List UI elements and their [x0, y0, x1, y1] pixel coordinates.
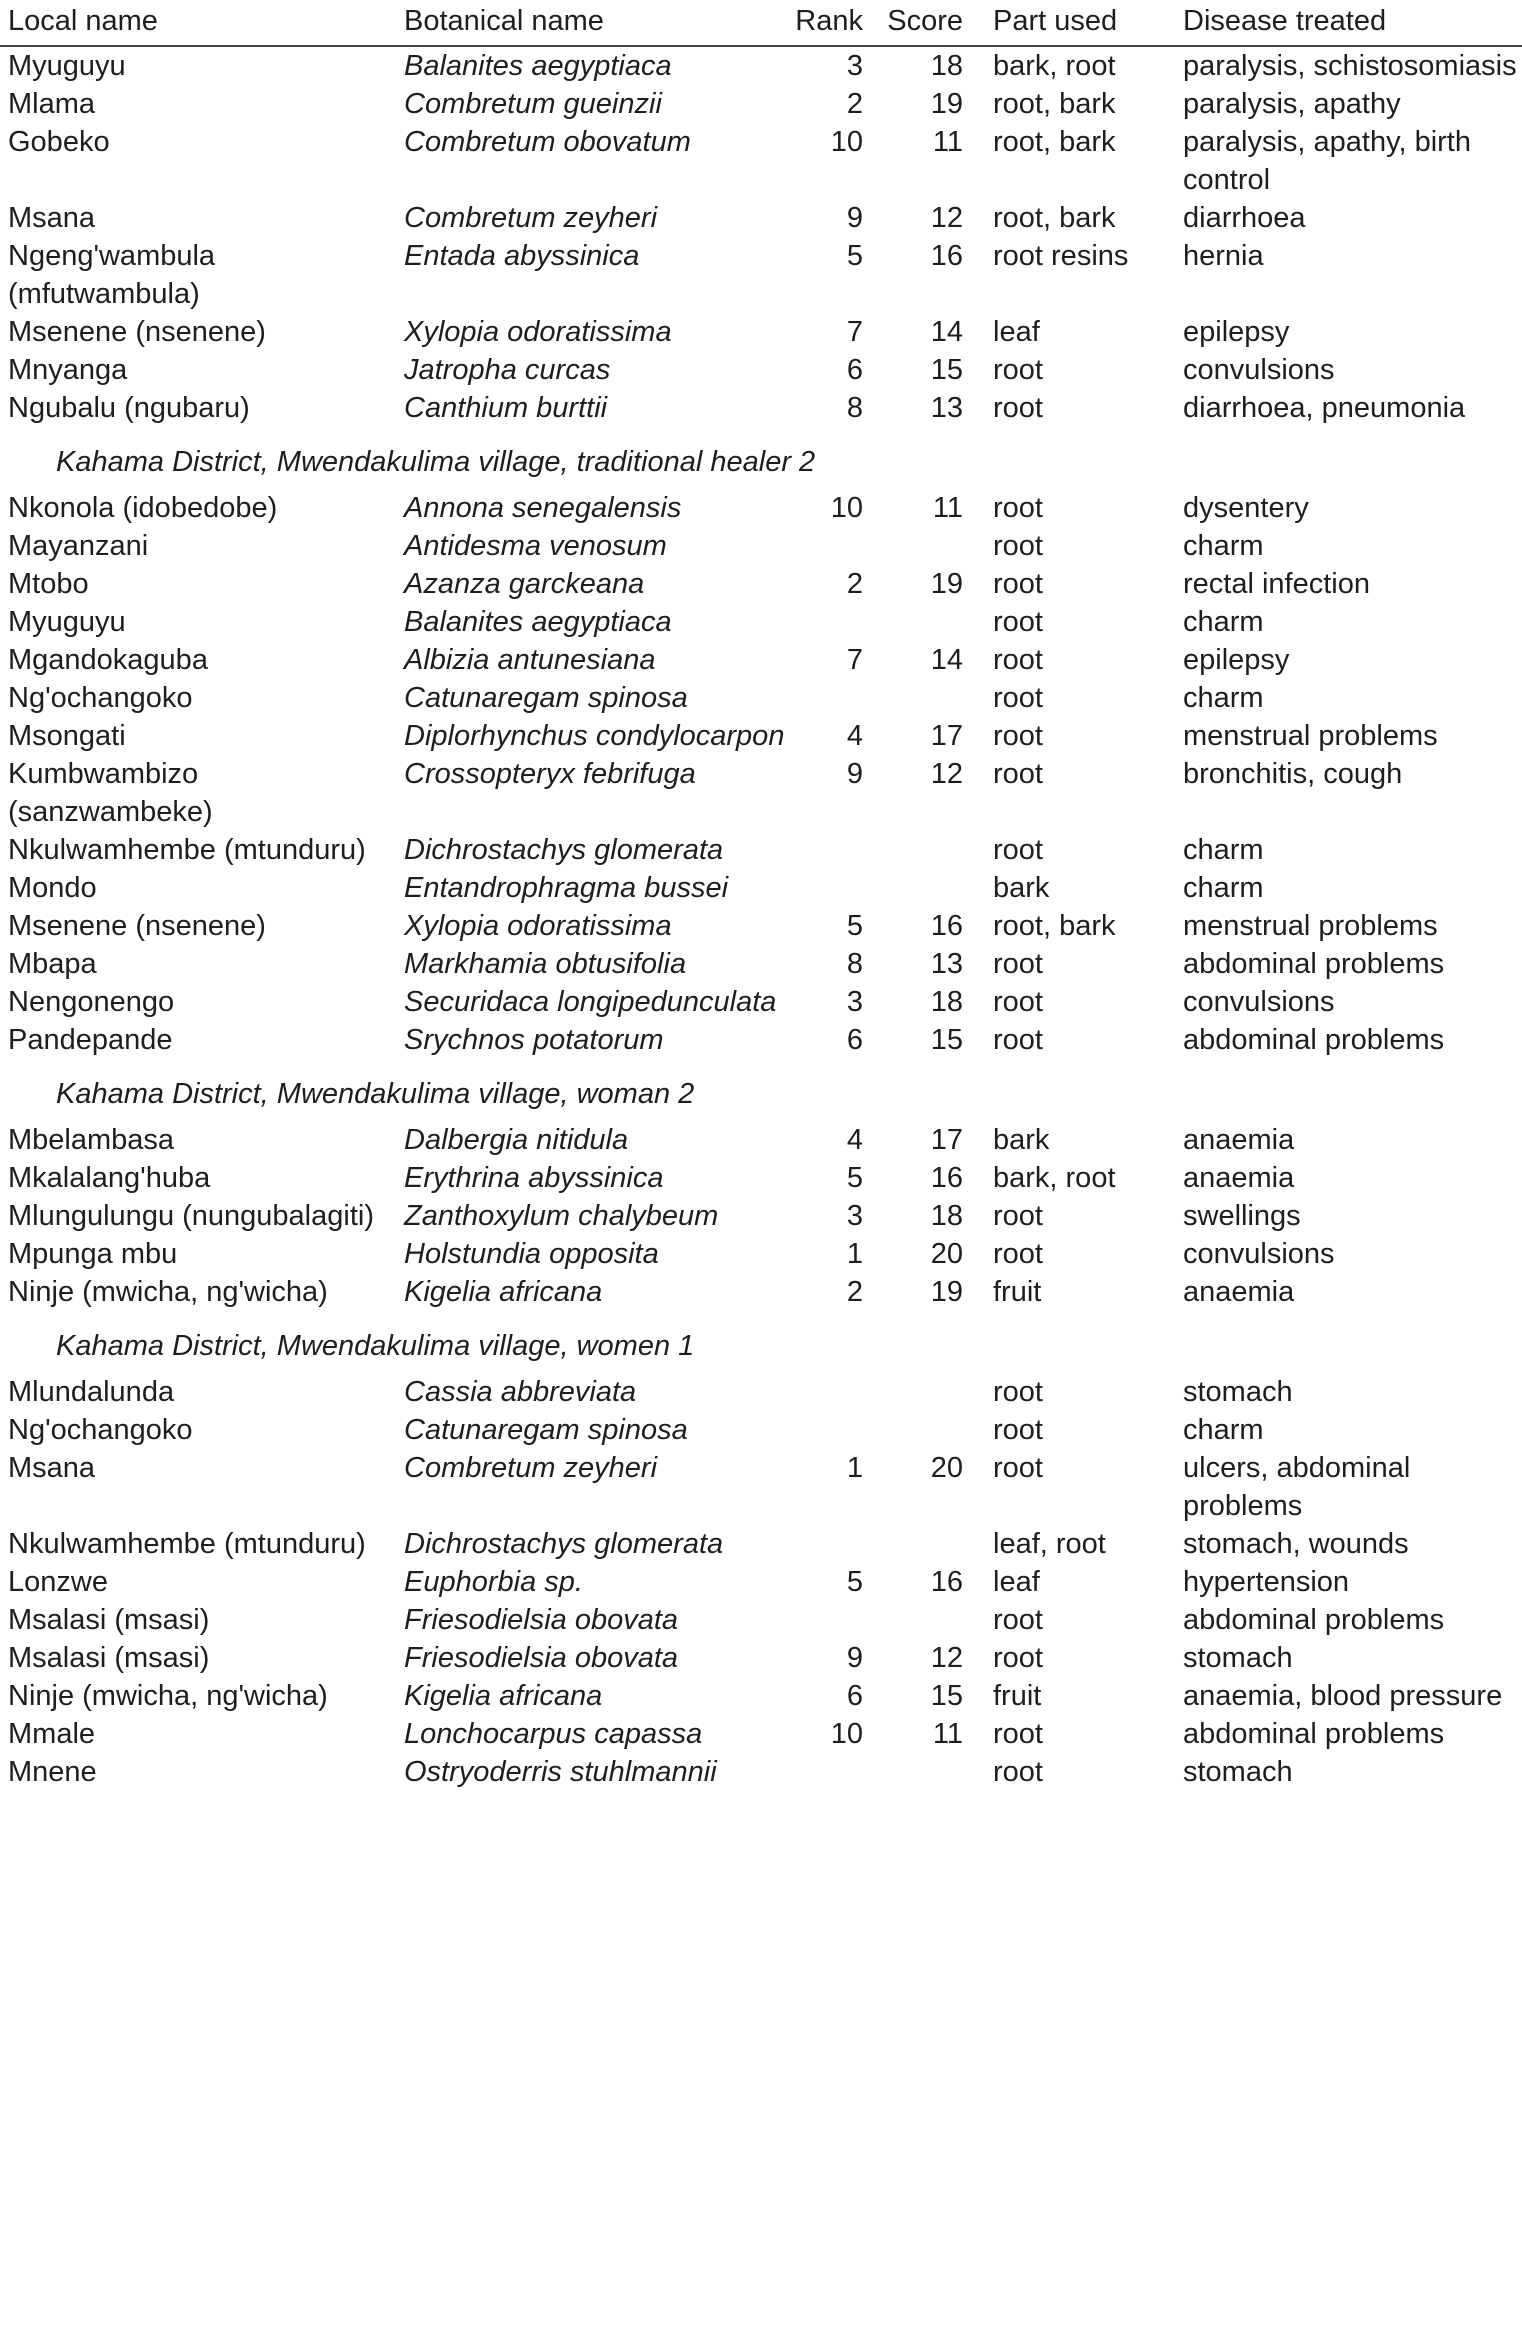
score-cell: 12 — [930, 1642, 963, 1674]
disease-treated-cell: paralysis, apathy, birth control — [1183, 126, 1471, 196]
rank-cell — [786, 527, 881, 565]
part-used-cell: root — [993, 392, 1043, 424]
rank-cell: 10 — [830, 492, 863, 524]
part-used-cell: root — [993, 1756, 1043, 1788]
part-used-cell: root, bark — [993, 910, 1116, 942]
local-name-cell: Ngeng'wambula (mfutwambula) — [8, 240, 216, 310]
section-heading: Kahama District, Mwendakulima village, woman 2 — [56, 1078, 695, 1110]
table-row — [0, 1715, 1522, 1753]
disease-treated-cell: anaemia — [1183, 1124, 1295, 1156]
rank-cell: 5 — [846, 240, 863, 272]
score-cell: 12 — [930, 202, 963, 234]
rank-cell: 1 — [846, 1452, 863, 1484]
score-cell: 15 — [930, 1680, 963, 1712]
rank-cell: 6 — [846, 354, 863, 386]
part-used-cell: root — [993, 948, 1043, 980]
rank-cell: 7 — [846, 316, 863, 348]
rank-cell: 9 — [846, 202, 863, 234]
part-used-cell: root — [993, 606, 1043, 638]
rank-cell — [786, 1601, 881, 1639]
score-cell: 20 — [930, 1452, 963, 1484]
disease-treated-cell: menstrual problems — [1183, 720, 1438, 752]
disease-treated-cell: stomach — [1183, 1756, 1293, 1788]
botanical-name-cell: Ostryoderris stuhlmannii — [404, 1756, 717, 1788]
part-used-cell: fruit — [993, 1680, 1042, 1712]
disease-treated-cell: charm — [1183, 872, 1264, 904]
score-cell: 16 — [930, 910, 963, 942]
rank-cell: 2 — [846, 88, 863, 120]
disease-treated-cell: rectal infection — [1183, 568, 1370, 600]
table-row — [0, 1677, 1522, 1715]
botanical-name-cell: Entada abyssinica — [404, 240, 640, 272]
botanical-name-cell: Dichrostachys glomerata — [404, 834, 724, 866]
table-row — [0, 755, 1522, 831]
part-used-cell: root — [993, 1452, 1043, 1484]
rank-cell: 2 — [846, 1276, 863, 1308]
rank-cell — [786, 679, 881, 717]
table-row — [0, 983, 1522, 1021]
rank-cell: 6 — [846, 1680, 863, 1712]
header-part-used: Part used — [977, 0, 1167, 46]
local-name-cell: Myuguyu — [8, 606, 126, 638]
section-heading-row — [0, 427, 1522, 489]
botanical-name-cell: Balanites aegyptiaca — [404, 50, 672, 82]
score-cell: 15 — [930, 354, 963, 386]
table-row — [0, 489, 1522, 527]
botanical-name-cell: Xylopia odoratissima — [404, 316, 672, 348]
local-name-cell: Nkulwamhembe (mtunduru) — [8, 1528, 366, 1560]
rank-cell — [786, 1525, 881, 1563]
local-name-cell: Mpunga mbu — [8, 1238, 178, 1270]
local-name-cell: Ngubalu (ngubaru) — [8, 392, 250, 424]
table-row — [0, 237, 1522, 313]
disease-treated-cell: convulsions — [1183, 986, 1335, 1018]
part-used-cell: root — [993, 644, 1043, 676]
local-name-cell: Ninje (mwicha, ng'wicha) — [8, 1680, 328, 1712]
botanical-name-cell: Erythrina abyssinica — [404, 1162, 664, 1194]
part-used-cell: root — [993, 1238, 1043, 1270]
table-row — [0, 717, 1522, 755]
score-cell — [881, 603, 977, 641]
part-used-cell: bark — [993, 1124, 1050, 1156]
rank-cell — [786, 1411, 881, 1449]
disease-treated-cell: swellings — [1183, 1200, 1301, 1232]
disease-treated-cell: anaemia — [1183, 1276, 1295, 1308]
rank-cell: 6 — [846, 1024, 863, 1056]
local-name-cell: Mlungulungu (nungubalagiti) — [8, 1200, 374, 1232]
header-rank: Rank — [786, 0, 881, 46]
rank-cell: 4 — [846, 1124, 863, 1156]
local-name-cell: Ninje (mwicha, ng'wicha) — [8, 1276, 328, 1308]
rank-cell: 9 — [846, 1642, 863, 1674]
table-row — [0, 945, 1522, 983]
botanical-name-cell: Entandrophragma bussei — [404, 872, 729, 904]
section-heading-row — [0, 1311, 1522, 1373]
table-body — [0, 46, 1522, 1791]
part-used-cell: bark, root — [993, 50, 1116, 82]
section-heading: Kahama District, Mwendakulima village, women 1 — [56, 1330, 695, 1362]
part-used-cell: root — [993, 834, 1043, 866]
score-cell: 16 — [930, 240, 963, 272]
local-name-cell: Nkonola (idobedobe) — [8, 492, 278, 524]
disease-treated-cell: paralysis, apathy — [1183, 88, 1401, 120]
score-cell: 11 — [932, 1718, 963, 1750]
local-name-cell: Msenene (nsenene) — [8, 316, 266, 348]
local-name-cell: Msalasi (msasi) — [8, 1642, 210, 1674]
local-name-cell: Mgandokaguba — [8, 644, 208, 676]
local-name-cell: Mmale — [8, 1718, 96, 1750]
table-row — [0, 199, 1522, 237]
score-cell: 16 — [930, 1566, 963, 1598]
disease-treated-cell: dysentery — [1183, 492, 1309, 524]
botanical-name-cell: Lonchocarpus capassa — [404, 1718, 703, 1750]
disease-treated-cell: diarrhoea — [1183, 202, 1306, 234]
score-cell: 19 — [930, 1276, 963, 1308]
disease-treated-cell: abdominal problems — [1183, 1024, 1445, 1056]
local-name-cell: Msana — [8, 202, 96, 234]
botanical-name-cell: Dichrostachys glomerata — [404, 1528, 724, 1560]
rank-cell: 4 — [846, 720, 863, 752]
local-name-cell: Mkalalang'huba — [8, 1162, 211, 1194]
score-cell — [881, 1601, 977, 1639]
local-name-cell: Msenene (nsenene) — [8, 910, 266, 942]
local-name-cell: Gobeko — [8, 126, 110, 158]
score-cell: 11 — [932, 492, 963, 524]
disease-treated-cell: epilepsy — [1183, 644, 1290, 676]
rank-cell: 5 — [846, 910, 863, 942]
botanical-name-cell: Antidesma venosum — [404, 530, 667, 562]
disease-treated-cell: epilepsy — [1183, 316, 1290, 348]
disease-treated-cell: charm — [1183, 606, 1264, 638]
local-name-cell: Mbapa — [8, 948, 97, 980]
header-score: Score — [881, 0, 977, 46]
part-used-cell: root — [993, 1718, 1043, 1750]
rank-cell: 5 — [846, 1162, 863, 1194]
table-row — [0, 1449, 1522, 1525]
table-row — [0, 1121, 1522, 1159]
disease-treated-cell: charm — [1183, 834, 1264, 866]
disease-treated-cell: diarrhoea, pneumonia — [1183, 392, 1466, 424]
table-row — [0, 1525, 1522, 1563]
rank-cell: 1 — [846, 1238, 863, 1270]
botanical-name-cell: Balanites aegyptiaca — [404, 606, 672, 638]
header-local-name: Local name — [0, 0, 394, 46]
part-used-cell: root — [993, 568, 1043, 600]
header-row — [0, 0, 1522, 46]
rank-cell: 2 — [846, 568, 863, 600]
disease-treated-cell: paralysis, schistosomiasis — [1183, 50, 1517, 82]
local-name-cell: Mayanzani — [8, 530, 149, 562]
local-name-cell: Nengonengo — [8, 986, 175, 1018]
botanical-name-cell: Azanza garckeana — [404, 568, 645, 600]
score-cell: 17 — [930, 1124, 963, 1156]
part-used-cell: root — [993, 354, 1043, 386]
score-cell: 13 — [930, 392, 963, 424]
local-name-cell: Kumbwambizo (sanzwambeke) — [8, 758, 213, 828]
disease-treated-cell: convulsions — [1183, 354, 1335, 386]
table-row — [0, 603, 1522, 641]
part-used-cell: root — [993, 1200, 1043, 1232]
score-cell — [881, 869, 977, 907]
botanical-name-cell: Zanthoxylum chalybeum — [404, 1200, 719, 1232]
botanical-name-cell: Holstundia opposita — [404, 1238, 659, 1270]
table-row — [0, 1235, 1522, 1273]
local-name-cell: Mlundalunda — [8, 1376, 175, 1408]
rank-cell: 3 — [846, 986, 863, 1018]
local-name-cell: Msalasi (msasi) — [8, 1604, 210, 1636]
disease-treated-cell: stomach — [1183, 1376, 1293, 1408]
botanical-name-cell: Markhamia obtusifolia — [404, 948, 687, 980]
score-cell: 14 — [930, 644, 963, 676]
part-used-cell: root — [993, 1024, 1043, 1056]
table-row — [0, 565, 1522, 603]
part-used-cell: root — [993, 986, 1043, 1018]
botanical-name-cell: Annona senegalensis — [404, 492, 682, 524]
rank-cell: 10 — [830, 1718, 863, 1750]
part-used-cell: leaf — [993, 1566, 1040, 1598]
rank-cell — [786, 831, 881, 869]
score-cell — [881, 1373, 977, 1411]
botanical-name-cell: Jatropha curcas — [404, 354, 611, 386]
local-name-cell: Mlama — [8, 88, 96, 120]
local-name-cell: Ng'ochangoko — [8, 1414, 193, 1446]
part-used-cell: root — [993, 758, 1043, 790]
score-cell: 16 — [930, 1162, 963, 1194]
disease-treated-cell: stomach — [1183, 1642, 1293, 1674]
local-name-cell: Lonzwe — [8, 1566, 108, 1598]
botanical-name-cell: Catunaregam spinosa — [404, 682, 688, 714]
score-cell: 17 — [930, 720, 963, 752]
table-row — [0, 123, 1522, 199]
part-used-cell: leaf, root — [993, 1528, 1106, 1560]
botanical-name-cell: Euphorbia sp. — [404, 1566, 583, 1598]
part-used-cell: root — [993, 1376, 1043, 1408]
rank-cell — [786, 869, 881, 907]
part-used-cell: bark, root — [993, 1162, 1116, 1194]
table-row — [0, 1411, 1522, 1449]
score-cell — [881, 527, 977, 565]
table-row — [0, 351, 1522, 389]
botanical-name-cell: Combretum obovatum — [404, 126, 691, 158]
score-cell: 15 — [930, 1024, 963, 1056]
score-cell: 20 — [930, 1238, 963, 1270]
header-disease-treated: Disease treated — [1167, 0, 1522, 46]
botanical-name-cell: Albizia antunesiana — [404, 644, 656, 676]
disease-treated-cell: menstrual problems — [1183, 910, 1438, 942]
table-header — [0, 0, 1522, 46]
botanical-name-cell: Srychnos potatorum — [404, 1024, 664, 1056]
local-name-cell: Nkulwamhembe (mtunduru) — [8, 834, 366, 866]
table-row — [0, 1563, 1522, 1601]
botanical-name-cell: Diplorhynchus condylocarpon — [404, 720, 785, 752]
part-used-cell: root — [993, 530, 1043, 562]
rank-cell — [786, 603, 881, 641]
table-row — [0, 1639, 1522, 1677]
disease-treated-cell: charm — [1183, 682, 1264, 714]
score-cell: 12 — [930, 758, 963, 790]
botanical-name-cell: Dalbergia nitidula — [404, 1124, 629, 1156]
table-row — [0, 831, 1522, 869]
disease-treated-cell: stomach, wounds — [1183, 1528, 1409, 1560]
botanical-name-cell: Kigelia africana — [404, 1680, 603, 1712]
table-row — [0, 1159, 1522, 1197]
part-used-cell: bark — [993, 872, 1050, 904]
table-row — [0, 1021, 1522, 1059]
local-name-cell: Mbelambasa — [8, 1124, 175, 1156]
section-heading: Kahama District, Mwendakulima village, traditional healer 2 — [56, 446, 816, 478]
table-row — [0, 1373, 1522, 1411]
score-cell — [881, 831, 977, 869]
score-cell — [881, 1411, 977, 1449]
rank-cell: 8 — [846, 948, 863, 980]
score-cell — [881, 1753, 977, 1791]
table-row — [0, 1601, 1522, 1639]
botanical-name-cell: Canthium burttii — [404, 392, 608, 424]
rank-cell: 5 — [846, 1566, 863, 1598]
score-cell — [881, 679, 977, 717]
disease-treated-cell: abdominal problems — [1183, 948, 1445, 980]
local-name-cell: Mondo — [8, 872, 97, 904]
local-name-cell: Myuguyu — [8, 50, 126, 82]
disease-treated-cell: abdominal problems — [1183, 1604, 1445, 1636]
botanical-name-cell: Combretum zeyheri — [404, 202, 658, 234]
score-cell: 18 — [930, 986, 963, 1018]
score-cell: 18 — [930, 1200, 963, 1232]
disease-treated-cell: hypertension — [1183, 1566, 1350, 1598]
section-heading-row — [0, 1059, 1522, 1121]
part-used-cell: root — [993, 682, 1043, 714]
botanical-name-cell: Catunaregam spinosa — [404, 1414, 688, 1446]
disease-treated-cell: charm — [1183, 1414, 1264, 1446]
disease-treated-cell: anaemia — [1183, 1162, 1295, 1194]
table-row — [0, 641, 1522, 679]
table-row — [0, 389, 1522, 427]
part-used-cell: root — [993, 492, 1043, 524]
disease-treated-cell: ulcers, abdominal problems — [1183, 1452, 1411, 1522]
local-name-cell: Pandepande — [8, 1024, 173, 1056]
table-row — [0, 313, 1522, 351]
part-used-cell: leaf — [993, 316, 1040, 348]
botanical-name-cell: Kigelia africana — [404, 1276, 603, 1308]
rank-cell — [786, 1753, 881, 1791]
local-name-cell: Ng'ochangoko — [8, 682, 193, 714]
disease-treated-cell: hernia — [1183, 240, 1264, 272]
table-row — [0, 907, 1522, 945]
botanical-name-cell: Xylopia odoratissima — [404, 910, 672, 942]
disease-treated-cell: abdominal problems — [1183, 1718, 1445, 1750]
score-cell: 14 — [930, 316, 963, 348]
table-row — [0, 46, 1522, 85]
part-used-cell: root, bark — [993, 126, 1116, 158]
disease-treated-cell: anaemia, blood pressure — [1183, 1680, 1503, 1712]
score-cell: 13 — [930, 948, 963, 980]
disease-treated-cell: charm — [1183, 530, 1264, 562]
score-cell: 18 — [930, 50, 963, 82]
score-cell — [881, 1525, 977, 1563]
part-used-cell: root resins — [993, 240, 1129, 272]
part-used-cell: root — [993, 720, 1043, 752]
part-used-cell: root — [993, 1414, 1043, 1446]
botanical-name-cell: Combretum gueinzii — [404, 88, 662, 120]
score-cell: 11 — [932, 126, 963, 158]
rank-cell — [786, 1373, 881, 1411]
table-row — [0, 869, 1522, 907]
rank-cell: 3 — [846, 50, 863, 82]
score-cell: 19 — [930, 88, 963, 120]
rank-cell: 8 — [846, 392, 863, 424]
disease-treated-cell: convulsions — [1183, 1238, 1335, 1270]
table-row — [0, 1753, 1522, 1791]
botanical-name-cell: Combretum zeyheri — [404, 1452, 658, 1484]
rank-cell: 10 — [830, 126, 863, 158]
rank-cell: 9 — [846, 758, 863, 790]
rank-cell: 3 — [846, 1200, 863, 1232]
local-name-cell: Msana — [8, 1452, 96, 1484]
table-row — [0, 527, 1522, 565]
botanical-name-cell: Crossopteryx febrifuga — [404, 758, 696, 790]
table-row — [0, 1197, 1522, 1235]
rank-cell: 7 — [846, 644, 863, 676]
part-used-cell: root, bark — [993, 88, 1116, 120]
table-row — [0, 85, 1522, 123]
botanical-name-cell: Friesodielsia obovata — [404, 1642, 679, 1674]
header-botanical-name: Botanical name — [394, 0, 786, 46]
local-name-cell: Msongati — [8, 720, 126, 752]
local-name-cell: Mnyanga — [8, 354, 128, 386]
table-row — [0, 1273, 1522, 1311]
part-used-cell: root, bark — [993, 202, 1116, 234]
part-used-cell: root — [993, 1604, 1043, 1636]
local-name-cell: Mnene — [8, 1756, 97, 1788]
table-row — [0, 679, 1522, 717]
botanical-name-cell: Cassia abbreviata — [404, 1376, 637, 1408]
score-cell: 19 — [930, 568, 963, 600]
botanical-name-cell: Securidaca longipedunculata — [404, 986, 777, 1018]
part-used-cell: fruit — [993, 1276, 1042, 1308]
botanical-name-cell: Friesodielsia obovata — [404, 1604, 679, 1636]
part-used-cell: root — [993, 1642, 1043, 1674]
disease-treated-cell: bronchitis, cough — [1183, 758, 1403, 790]
local-name-cell: Mtobo — [8, 568, 89, 600]
